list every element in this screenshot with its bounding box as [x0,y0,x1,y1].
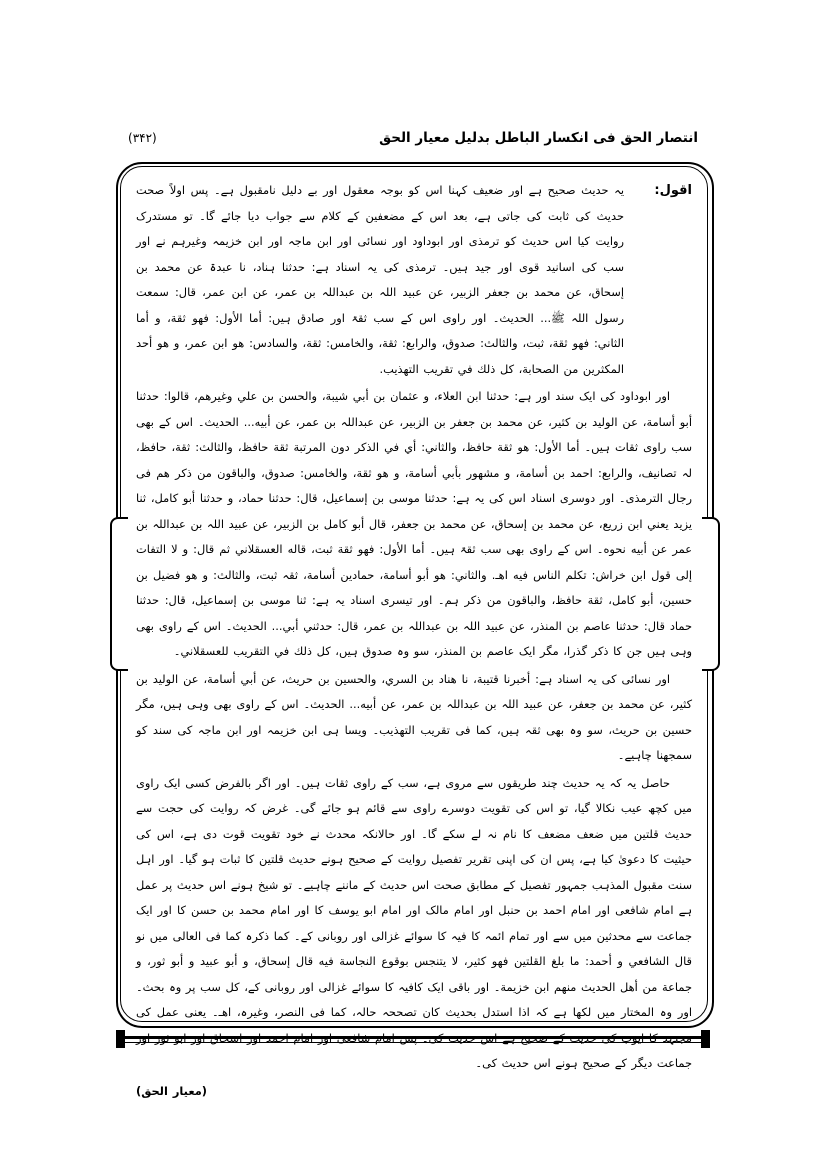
paragraph-text-3: اور نسائی کی یہ اسناد ہے: أخبرنا قتيبة، نا هناد بن السري، والحسين بن حريث، عن أبي أسامة، عن الوليد بن كثير، عن محمد بن جعفر، عن عبيد اللہ بن عبداللہ بن عمر، عن أبيه... الحديث۔ اس کے راوی بھی وہی ہیں، مگر حسین بن حریث، سو وہ بھی ثقہ ہیں، کما فی تقریب التهذیب۔ ویسا ہی ابن خزیمہ اور ابن ماجہ کی سند کو سمجھنا چاہیے۔ [136,671,692,762]
page-body [136,178,692,1098]
paragraph-text-1: یہ حدیث صحیح ہے اور ضعیف کہنا اس کو بوجہ معقول اور بے دلیل نامقبول ہے۔ پس اولاً صحت حدیث کی ثابت کی جاتی ہے، بعد اس کے مضعفین کے کلام سے جواب دیا جائے گا۔ تو مستدرک روایت کیا اس حدیث کو ترمذی اور ابوداود اور نسائی اور ابن ماجہ اور ابن خزیمہ وغیرہم نے اور سب کی اسانید قوی اور جید ہیں۔ ترمذی کی یہ اسناد ہے: حدثنا ہناد، نا عبدۃ عن محمد بن إسحاق، عن محمد بن جعفر الزبیر، عن عبید اللہ بن عبداللہ بن عمر، عن ابن عمر، قال: سمعت رسول اللہ ﷺ... الحدیث۔ اور راوی اس کے سب ثقۃ اور صادق ہیں: أما الأول: فهو ثقة، و أما الثاني: فهو ثقة، ثبت، والثالث: صدوق، والرابع: ثقة، والخامس: ثقة، والسادس: هو ابن عمر، و هو أحد المكثرين من الصحابة، كل ذلك في تقريب التهذيب. [136,183,624,376]
paragraph-text-2: اور ابوداود کی ایک سند اور ہے: حدثنا ابن العلاء، و عثمان بن أبي شيبة، والحسن بن علي وغيرهم، قالوا: حدثنا أبو أسامة، عن الوليد بن كثير، عن محمد بن جعفر بن الزبير، عن عبداللہ بن عمر، عن أبيه... الحديث۔ اس کے بھی سب راوی ثقات ہیں۔ أما الأول: هو ثقة حافظ، والثاني: أي في الذكر دون المرتبة ثقة حافظ، والثالث: ثقة، حافظ، لہ تصانیف، والرابع: احمد بن أسامة، و مشهور بأبي أسامة، و هو ثقة، والخامس: صدوق، والباقون من ذکر هم فی رجال الترمذی۔ اور دوسری اسناد اس کی یہ ہے: حدثنا موسى بن إسماعيل، قال: حدثنا حماد، و حدثنا أبو كامل، ثنا يزيد يعني ابن زريع، عن محمد بن إسحاق، عن محمد بن جعفر، قال أبو كامل بن الزبير، عن عبيد اللہ بن عبداللہ بن عمر عن أبيه نحوه۔ اس کے راوی بھی سب ثقۃ ہیں۔ أما الأول: فهو ثقة ثبت، قاله العسقلاني ثم قال: و لا التفات إلى قول ابن خراش: تكلم الناس فيه اهـ. والثاني: هو أبو أسامة، حمادین أسامة، ثقہ ثبت، والثالث: و هو فضيل بن حسين، أبو كامل، ثقة حافظ، والباقون من ذکر ہم۔ اور تیسری اسناد یہ ہے: ثنا موسى بن إسماعيل، قال: حدثنا حماد قال: حدثنا عاصم بن المنذر، عن عبيد اللہ بن عبداللہ بن عمر، قال: حدثني أبي... الحديث۔ اس کے راوی بھی وہی ہیں جن کا ذکر گذرا، مگر ایک عاصم بن المنذر، سو وہ صدوق ہیں، كل ذلك في التقريب للعسقلاني۔ [136,389,692,658]
source-citation: (معیار الحق) [136,1083,208,1098]
footer-rule-thin [116,1042,710,1043]
footer-cap-left [116,1030,125,1048]
footer-rule-thick [116,1036,710,1039]
page-number: (۳۴۲) [128,131,157,145]
paragraph-text-4: حاصل یہ کہ یہ حدیث چند طریقوں سے مروی ہے، سب کے راوی ثقات ہیں۔ اور اگر بالفرض کسی ایک راوی میں کچھ عیب نکالا گیا، تو اس کی تقویت دوسرے راوی سے قائم ہو جائے گی۔ غرض کہ روایت کی حجت سے حدیث قلتین میں ضعف مضعف کا نام نہ لے سکے گا۔ اور حالانکہ محدث نے خود تقویت قوت دی ہے، اس کی حیثیت کا دعویٰ کیا ہے، پس ان کی اپنی تقریر تفصیل روایت کے صحیح ہونے حدیث قلتین کا ثبات ہو گیا۔ اور اہل سنت مقبول المذہب جمہور تفصیل کے مطابق صحت اس حدیث کے ماننے چاہیے۔ تو شیخ ہونے اس حدیث پر عمل ہے امام شافعی اور امام احمد بن حنبل اور امام مالک اور امام ابو یوسف کا اور امام محمد بن حسن کا اور ایک جماعت سے محدثین میں سے اور تمام ائمہ کا فیہ کا سوائے غزالی اور روبانی کے۔ کما ذکرہ کما فی العالی میں نو قال الشافعي و أحمد: ما بلغ القلتين فهو كثير، لا يتنجس بوقوع النجاسة فيه قال إسحاق، و أبو عبيد و أبو ثور، و جماعة من أهل الحديث منهم ابن خزيمة۔ اور باقی ایک کافیہ کا سوائے غزالی اور روبانی کے، کل سب پر وہ بحث۔ اور وہ المختار میں لکھا ہے کہ اذا استدل بحدیث کان تصححہ حالہ، کما فی النصر، وغیرہ، اھـ۔ یعنی عمل کی مجتہد کا ایوب کی حدیث کے صحیح ہے اس حدیث کی۔ پس امام شافعی اور امام احمد اور اسحاق اور ابو ثور اور جماعت دیگر کے صحیح ہونے اس حدیث کی۔ [136,775,692,1070]
page-header [128,126,698,150]
book-title: انتصار الحق فی انکسار الباطل بدلیل معیار الحق [379,130,698,146]
paragraph-intro [136,178,692,382]
frame-ornament-right [702,517,720,671]
footer-cap-right [701,1030,710,1048]
frame-ornament-left [110,517,128,671]
section-label: اقول: [654,183,692,198]
